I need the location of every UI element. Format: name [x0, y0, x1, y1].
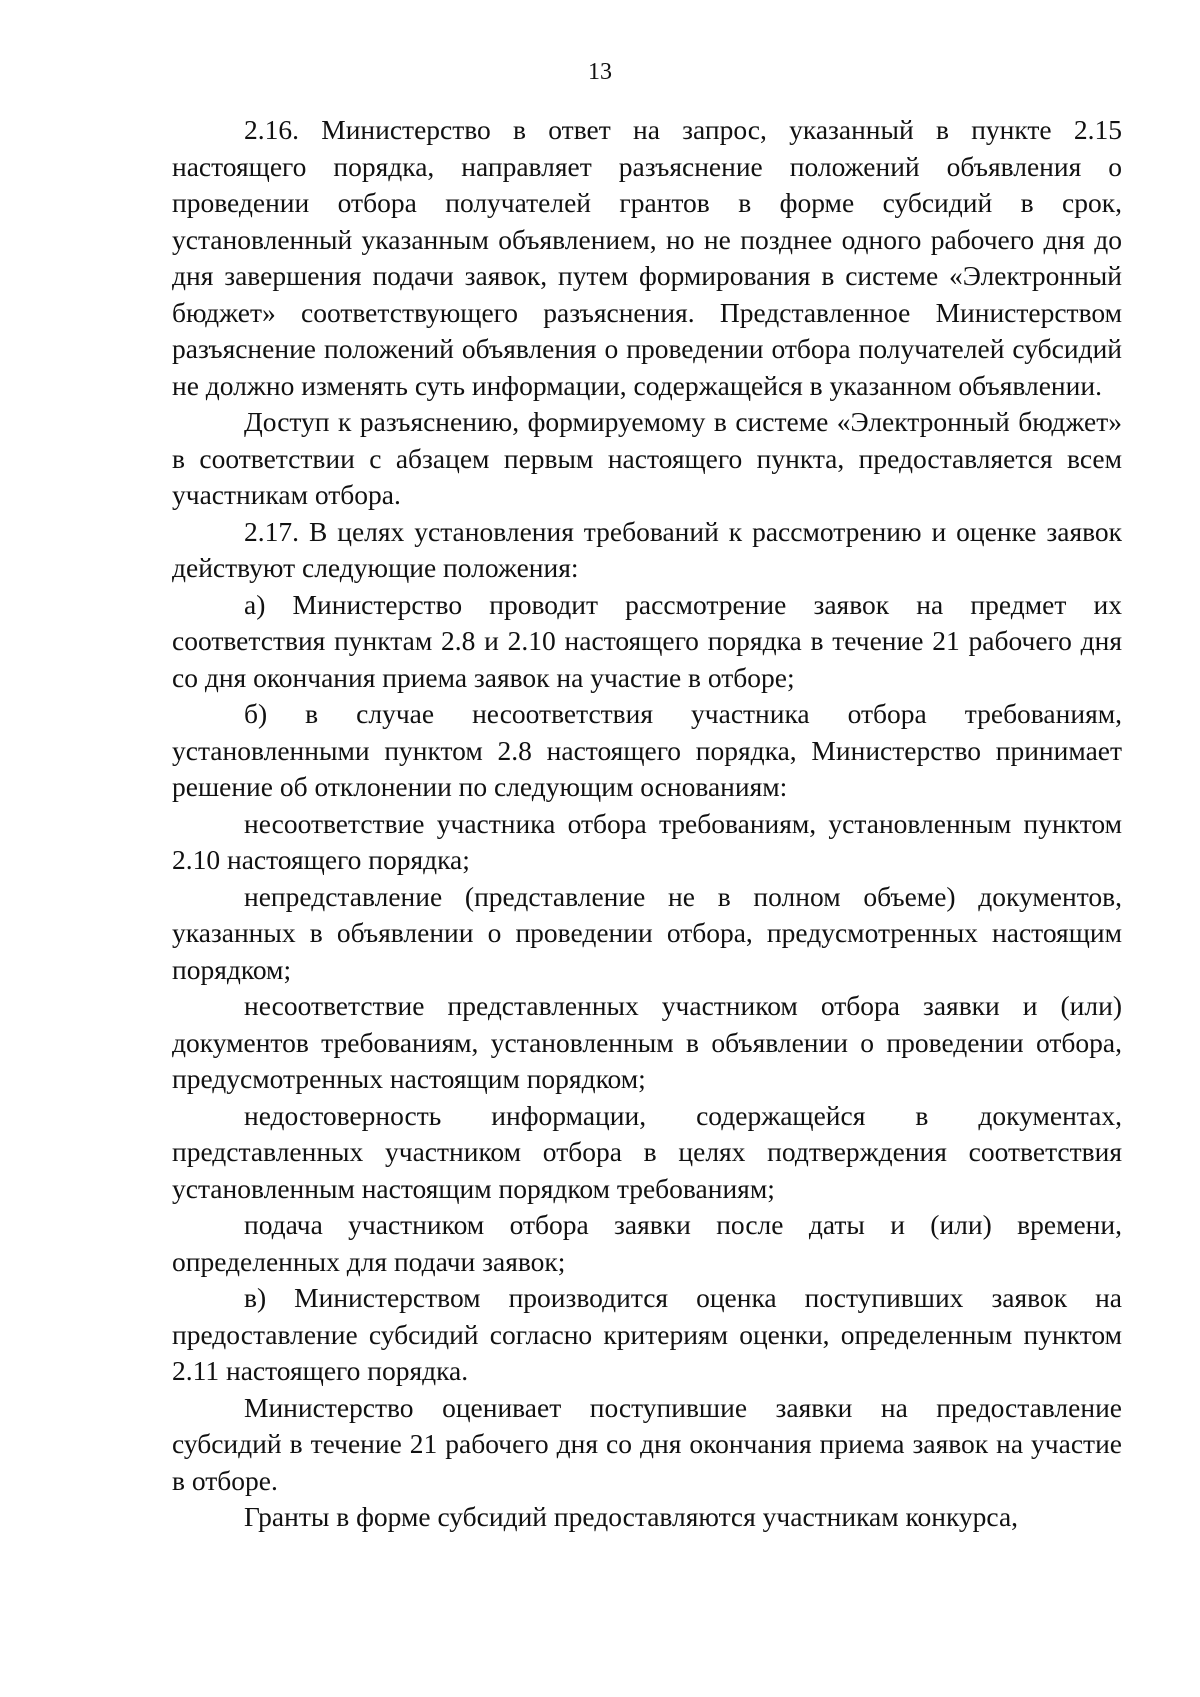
rejection-ground-4: недостоверность информации, содержащейся в документах, представленных участником отбора в целях подтверждения соответствия установленным настоящим порядком требованиям; — [172, 1099, 1122, 1204]
rejection-ground-5: подача участником отбора заявки после даты и (или) времени, определенных для подачи заявок; — [172, 1209, 1122, 1277]
document-body — [172, 112, 1122, 1536]
paragraph-grants: Гранты в форме субсидий предоставляются участникам конкурса, — [244, 1501, 1019, 1532]
rejection-ground-2: непредставление (представление не в полном объеме) документов, указанных в объявлении о проведении отбора, предусмотренных настоящим порядком; — [172, 880, 1122, 985]
page-number: 13 — [588, 59, 612, 85]
paragraph-access-clarification: Доступ к разъяснению, формируемому в системе «Электронный бюджет» в соответствии с абзацем первым настоящего пункта, предоставляется всем участникам отбора. — [172, 406, 1122, 510]
paragraph-item-a: а) Министерство проводит рассмотрение заявок на предмет их соответствия пунктам 2.8 и 2.10 настоящего порядка в течение 21 рабочего дня со дня окончания приема заявок на участие в отборе; — [172, 588, 1122, 693]
paragraph-item-v: в) Министерством производится оценка поступивших заявок на предоставление субсидий согласно критериям оценки, определенным пунктом 2.11 настоящего порядка. — [172, 1282, 1122, 1386]
paragraph-item-b: б) в случае несоответствия участника отбора требованиям, установленными пунктом 2.8 настоящего порядка, Министерство принимает решение об отклонении по следующим основаниям: — [172, 698, 1122, 802]
rejection-ground-1: несоответствие участника отбора требованиям, установленным пунктом 2.10 настоящего порядка; — [172, 807, 1122, 875]
paragraph-2-17: 2.17. В целях установления требований к рассмотрению и оценке заявок действуют следующие положения: — [172, 515, 1122, 583]
rejection-ground-3: несоответствие представленных участником отбора заявки и (или) документов требованиям, установленным в объявлении о проведении отбора, предусмотренных настоящим порядком; — [172, 990, 1122, 1094]
paragraph-2-16: 2.16. Министерство в ответ на запрос, указанный в пункте 2.15 настоящего порядка, направляет разъяснение положений объявления о проведении отбора получателей грантов в форме субсидий в срок, установленный указанным объявлением, но не позднее одного рабочего дня до дня завершения подачи заявок, путем формирования в системе «Электронный бюджет» соответствующего разъяснения. Представленное Министерством разъяснение положений объявления о проведении отбора получателей субсидий не должно изменять суть информации, содержащейся в указанном объявлении. — [172, 114, 1122, 401]
paragraph-evaluation-term: Министерство оценивает поступившие заявки на предоставление субсидий в течение 21 рабочего дня со дня окончания приема заявок на участие в отборе. — [172, 1391, 1122, 1496]
